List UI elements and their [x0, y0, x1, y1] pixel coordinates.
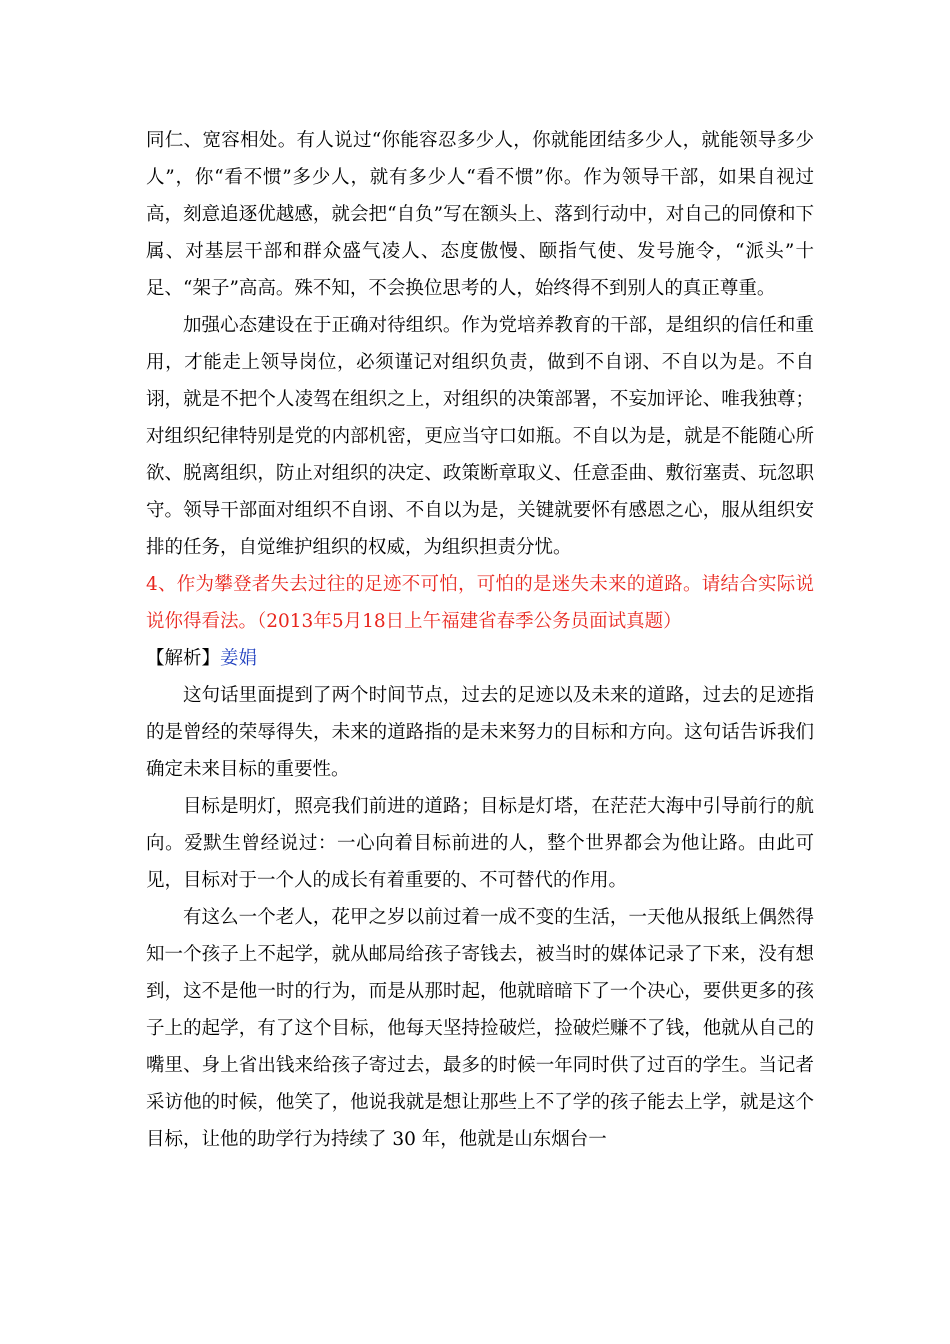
document-body — [146, 122, 814, 1158]
answer-paragraph-3: 有这么一个老人，花甲之岁以前过着一成不变的生活，一天他从报纸上偶然得知一个孩子上不起学，就从邮局给孩子寄钱去，被当时的媒体记录了下来，没有想到，这不是他一时的行为，而是从那时起，他就暗暗下了一个决心，要供更多的孩子上的起学，有了这个目标，他每天坚持捡破烂，捡破烂赚不了钱，他就从自己的嘴里、身上省出钱来给孩子寄过去，最多的时候一年同时供了过百的学生。当记者采访他的时候，他笑了，他说我就是想让那些上不了学的孩子能去上学，就是这个目标，让他的助学行为持续了 30 年，他就是山东烟台一 — [146, 907, 814, 1150]
body-paragraph-1: 同仁、宽容相处。有人说过“你能容忍多少人，你就能团结多少人，就能领导多少人”，你“看不惯”多少人，就有多少人“看不惯”你。作为领导干部，如果自视过高，刻意追逐优越感，就会把“自负”写在额头上、落到行动中，对自己的同僚和下属、对基层干部和群众盛气凌人、态度傲慢、颐指气使、发号施令，“派头”十足、“架子”高高。殊不知，不会换位思考的人，始终得不到别人的真正尊重。 — [146, 130, 814, 299]
answer-paragraph-1: 这句话里面提到了两个时间节点，过去的足迹以及未来的道路，过去的足迹指的是曾经的荣辱得失，未来的道路指的是未来努力的目标和方向。这句话告诉我们确定未来目标的重要性。 — [146, 685, 814, 780]
analysis-header — [146, 640, 814, 677]
analysis-label: 【解析】 — [146, 648, 221, 669]
analysis-author: 姜娟 — [220, 648, 258, 669]
question-heading: 4、作为攀登者失去过往的足迹不可怕，可怕的是迷失未来的道路。请结合实际说说你得看法。（2013年5月18日上午福建省春季公务员面试真题） — [146, 574, 814, 632]
body-paragraph-2: 加强心态建设在于正确对待组织。作为党培养教育的干部，是组织的信任和重用，才能走上领导岗位，必须谨记对组织负责，做到不自诩、不自以为是。不自诩，就是不把个人凌驾在组织之上，对组织的决策部署，不妄加评论、唯我独尊；对组织纪律特别是党的内部机密，更应当守口如瓶。不自以为是，就是不能随心所欲、脱离组织，防止对组织的决定、政策断章取义、任意歪曲、敷衍塞责、玩忽职守。领导干部面对组织不自诩、不自以为是，关键就要怀有感恩之心，服从组织安排的任务，自觉维护组织的权威，为组织担责分忧。 — [146, 315, 814, 558]
answer-paragraph-2: 目标是明灯，照亮我们前进的道路；目标是灯塔，在茫茫大海中引导前行的航向。爱默生曾经说过：一心向着目标前进的人，整个世界都会为他让路。由此可见，目标对于一个人的成长有着重要的、不可替代的作用。 — [146, 796, 814, 891]
